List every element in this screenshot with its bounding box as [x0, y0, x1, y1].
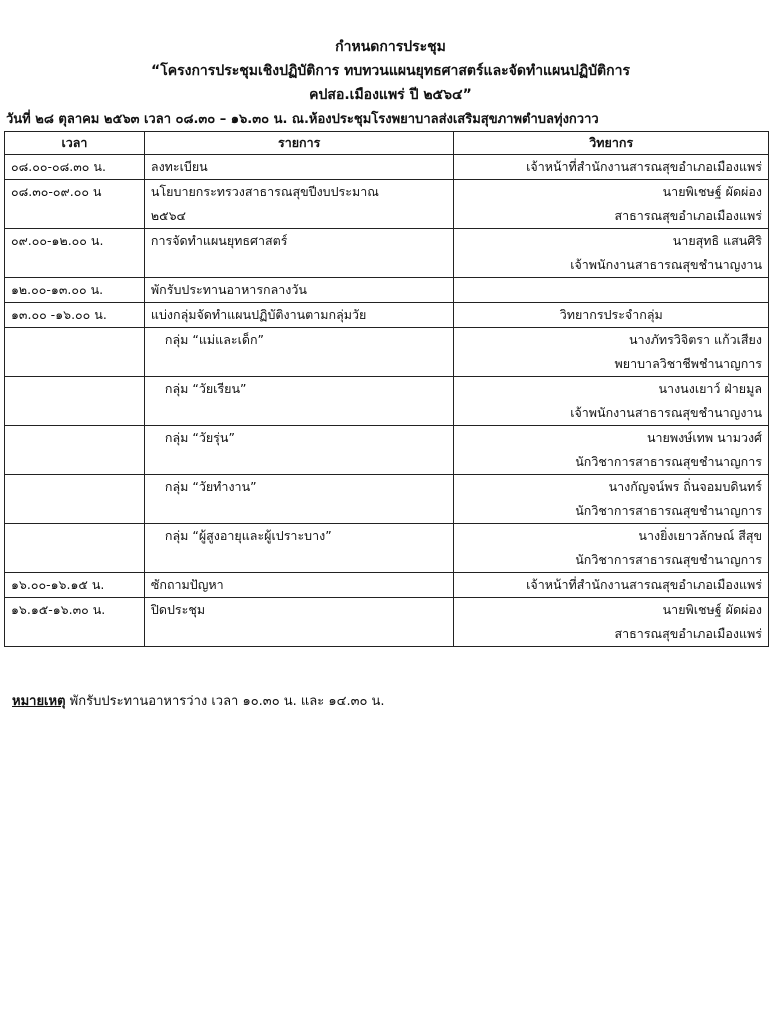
speaker-name: นางยิ่งเยาวลักษณ์ สีสุข [638, 528, 762, 543]
speaker-position: เจ้าพนักงานสาธารณสุขชำนาญงาน [570, 257, 762, 272]
speaker-cell [454, 278, 769, 303]
time-cell [5, 328, 145, 377]
table-row [5, 180, 769, 229]
speaker-cell [454, 573, 769, 598]
speaker-name: เจ้าหน้าที่สำนักงานสารณสุขอำเภอเมืองแพร่ [526, 577, 762, 592]
speaker-position: พยาบาลวิชาชีพชำนาญการ [614, 356, 762, 371]
time-text: ๐๘.๓๐-๐๙.๐๐ น [11, 184, 102, 199]
speaker-name: นางกัญจน์พร ถิ่นจอมบดินทร์ [608, 479, 762, 494]
speaker-position: สาธารณสุขอำเภอเมืองแพร่ [614, 626, 762, 641]
table-row [5, 377, 769, 426]
table-row [5, 328, 769, 377]
speaker-cell [454, 426, 769, 475]
agenda-cell [144, 377, 454, 426]
speaker-cell [454, 180, 769, 229]
time-text: ๑๓.๐๐ -๑๖.๐๐ น. [11, 307, 107, 322]
time-text: ๑๖.๑๕-๑๖.๓๐ น. [11, 602, 106, 617]
table-row [5, 229, 769, 278]
time-cell [5, 377, 145, 426]
agenda-cell [144, 426, 454, 475]
time-cell [5, 278, 145, 303]
time-cell [5, 155, 145, 180]
table-row [5, 155, 769, 180]
speaker-cell [454, 155, 769, 180]
speaker-cell [454, 377, 769, 426]
speaker-position: เจ้าพนักงานสาธารณสุขชำนาญงาน [570, 405, 762, 420]
agenda-cell [144, 598, 454, 647]
agenda-cell [144, 303, 454, 328]
speaker-cell [454, 475, 769, 524]
speaker-cell [454, 229, 769, 278]
time-cell [5, 180, 145, 229]
project-title-line2: คปสอ.เมืองแพร่ ปี ๒๕๖๔” [309, 87, 472, 103]
agenda-text: กลุ่ม “แม่และเด็ก” [164, 332, 265, 347]
table-row [5, 426, 769, 475]
agenda-cell [144, 328, 454, 377]
table-header-row [5, 132, 769, 155]
time-cell [5, 573, 145, 598]
speaker-name: นางนงเยาว์ ฝ่ายมูล [658, 381, 762, 396]
note [12, 690, 385, 711]
speaker-position: นักวิชาการสาธารณสุขชำนาญการ [575, 552, 762, 567]
agenda-cell [144, 229, 454, 278]
time-cell [5, 229, 145, 278]
agenda-text: กลุ่ม “วัยเรียน” [164, 381, 247, 396]
speaker-position: สาธารณสุขอำเภอเมืองแพร่ [614, 208, 762, 223]
speaker-name: นางภัทรวิจิตรา แก้วเสียง [628, 332, 762, 347]
table-row [5, 598, 769, 647]
speaker-position: นักวิชาการสาธารณสุขชำนาญการ [575, 454, 762, 469]
agenda-text: กลุ่ม “ผู้สูงอายุและผู้เปราะบาง” [164, 528, 332, 543]
speaker-cell [454, 303, 769, 328]
speaker-name: นายพิเชษฐ์ ผัดผ่อง [662, 602, 762, 617]
time-cell [5, 303, 145, 328]
table-row [5, 524, 769, 573]
speaker-name: วิทยากรประจำกลุ่ม [559, 307, 663, 322]
speaker-position: นักวิชาการสาธารณสุขชำนาญการ [575, 503, 762, 518]
time-text: ๑๖.๐๐-๑๖.๑๕ น. [11, 577, 105, 592]
header-speaker: วิทยากร [454, 132, 769, 155]
header-item: รายการ [144, 132, 454, 155]
time-text: ๑๒.๐๐-๑๓.๐๐ น. [11, 282, 104, 297]
time-text: ๐๙.๐๐-๑๒.๐๐ น. [11, 233, 104, 248]
agenda-text: ปิดประชุม [150, 602, 206, 617]
time-cell [5, 475, 145, 524]
speaker-cell [454, 328, 769, 377]
table-row [5, 475, 769, 524]
header-time: เวลา [5, 132, 145, 155]
agenda-cell [144, 524, 454, 573]
agenda-cell [144, 155, 454, 180]
time-cell [5, 524, 145, 573]
doc-title: กำหนดการประชุม [335, 39, 446, 55]
agenda-text: ลงทะเบียน [150, 159, 208, 174]
speaker-name: นายพิเชษฐ์ ผัดผ่อง [662, 184, 762, 199]
time-text: ๐๘.๐๐-๐๘.๓๐ น. [11, 159, 106, 174]
agenda-text: พักรับประทานอาหารกลางวัน [150, 282, 307, 297]
time-cell [5, 598, 145, 647]
schedule-table [4, 131, 769, 647]
agenda-cell [144, 180, 454, 229]
time-cell [5, 426, 145, 475]
note-text: พักรับประทานอาหารว่าง เวลา ๑๐.๓๐ น. และ ๑๔.๓๐ น. [69, 694, 385, 709]
agenda-cell [144, 573, 454, 598]
agenda-text: การจัดทำแผนยุทธศาสตร์ [150, 233, 288, 248]
agenda-text: แบ่งกลุ่มจัดทำแผนปฏิบัติงานตามกลุ่มวัย [150, 307, 367, 322]
project-title: “โครงการประชุมเชิงปฏิบัติการ ทบทวนแผนยุทธศาสตร์และจัดทำแผนปฏิบัติการ [151, 63, 630, 79]
table-row [5, 573, 769, 598]
agenda-text: กลุ่ม “วัยทำงาน” [164, 479, 257, 494]
note-label: หมายเหตุ [12, 694, 66, 709]
table-row [5, 303, 769, 328]
agenda-cell [144, 475, 454, 524]
agenda-text: ซักถามปัญหา [150, 577, 224, 592]
agenda-text: นโยบายกระทรวงสาธารณสุขปีงบประมาณ [150, 184, 379, 199]
speaker-name: นายพงษ์เทพ นามวงศ์ [646, 430, 762, 445]
speaker-name: นายสุทธิ แสนศิริ [672, 233, 762, 248]
agenda-text: ๒๕๖๔ [150, 208, 187, 223]
agenda-text: กลุ่ม “วัยรุ่น” [164, 430, 235, 445]
agenda-cell [144, 278, 454, 303]
speaker-cell [454, 598, 769, 647]
table-row [5, 278, 769, 303]
date-location-line: วันที่ ๒๘ ตุลาคม ๒๕๖๓ เวลา ๐๘.๓๐ – ๑๖.๓๐ น. ณ.ห้องประชุมโรงพยาบาลส่งเสริมสุขภาพตำบลทุ่งกวาว [6, 112, 599, 127]
speaker-name: เจ้าหน้าที่สำนักงานสารณสุขอำเภอเมืองแพร่ [526, 159, 762, 174]
speaker-cell [454, 524, 769, 573]
